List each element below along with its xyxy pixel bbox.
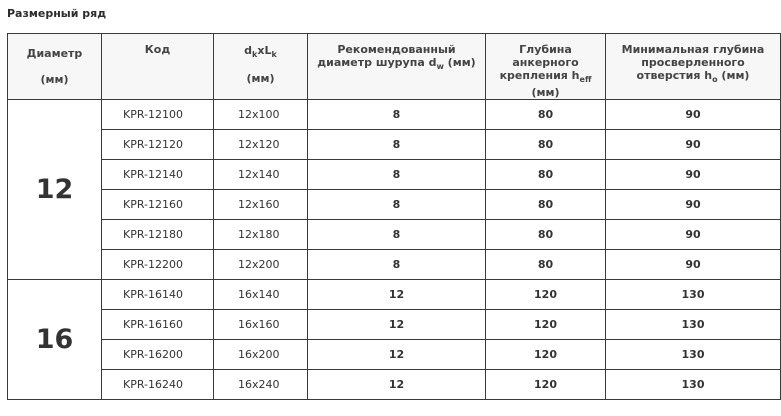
diameter-group-cell: 16 (8, 280, 102, 400)
screw-diameter-cell: 8 (308, 220, 486, 250)
anchor-depth-cell: 80 (486, 130, 606, 160)
table-header-row (8, 34, 781, 100)
anchor-depth-cell: 80 (486, 190, 606, 220)
table-row (8, 220, 781, 250)
product-code-cell: KPR-16140 (102, 280, 214, 310)
anchor-depth-cell: 80 (486, 100, 606, 130)
anchor-depth-cell: 80 (486, 220, 606, 250)
dimension-cell: 16x140 (214, 280, 308, 310)
min-hole-depth-cell: 90 (606, 130, 781, 160)
min-hole-depth-cell: 130 (606, 370, 781, 400)
header-min-hole-depth: Минимальная глубина просверленного отверстия $h_o$ (мм) (606, 34, 781, 100)
product-code-cell: KPR-12160 (102, 190, 214, 220)
min-hole-depth-cell: 130 (606, 340, 781, 370)
dimension-cell: 12x100 (214, 100, 308, 130)
product-code-cell: KPR-12200 (102, 250, 214, 280)
product-code-cell: KPR-12140 (102, 160, 214, 190)
dimension-cell: 12x180 (214, 220, 308, 250)
header-diameter (8, 34, 102, 100)
header-diameter-unit: (мм) (40, 73, 69, 86)
dimension-cell: 12x200 (214, 250, 308, 280)
product-code-cell: KPR-12120 (102, 130, 214, 160)
dimension-cell: 12x120 (214, 130, 308, 160)
dimension-cell: 16x160 (214, 310, 308, 340)
anchor-depth-cell: 80 (486, 250, 606, 280)
dimension-cell: 16x200 (214, 340, 308, 370)
anchor-depth-cell: 120 (486, 310, 606, 340)
product-code-cell: KPR-12180 (102, 220, 214, 250)
size-range-table (7, 33, 781, 400)
product-code-cell: KPR-16160 (102, 310, 214, 340)
header-dk-unit: (мм) (246, 72, 275, 85)
table-row (8, 100, 781, 130)
screw-diameter-cell: 12 (308, 310, 486, 340)
table-row (8, 130, 781, 160)
header-dk-lk: $d_kxL_k$ (мм) (214, 34, 308, 100)
table-row (8, 340, 781, 370)
anchor-depth-cell: 120 (486, 340, 606, 370)
min-hole-depth-cell: 90 (606, 160, 781, 190)
header-screw-diameter: Рекомендованный диаметр шурупа $d_w$ (мм) (308, 34, 486, 100)
product-code-cell: KPR-16200 (102, 340, 214, 370)
diameter-group-cell: 12 (8, 100, 102, 280)
dimension-cell: 16x240 (214, 370, 308, 400)
screw-diameter-cell: 8 (308, 130, 486, 160)
screw-diameter-cell: 8 (308, 250, 486, 280)
screw-diameter-cell: 8 (308, 100, 486, 130)
screw-diameter-cell: 12 (308, 340, 486, 370)
dimension-cell: 12x140 (214, 160, 308, 190)
anchor-depth-cell: 120 (486, 280, 606, 310)
table-row (8, 190, 781, 220)
min-hole-depth-cell: 90 (606, 250, 781, 280)
anchor-depth-cell: 120 (486, 370, 606, 400)
product-code-cell: KPR-16240 (102, 370, 214, 400)
anchor-depth-cell: 80 (486, 160, 606, 190)
min-hole-depth-cell: 130 (606, 280, 781, 310)
screw-diameter-cell: 12 (308, 280, 486, 310)
dimension-cell: 12x160 (214, 190, 308, 220)
table-row (8, 160, 781, 190)
min-hole-depth-cell: 90 (606, 100, 781, 130)
table-row (8, 310, 781, 340)
table-body (8, 100, 781, 400)
header-diameter-label: Диаметр (26, 47, 83, 60)
screw-diameter-cell: 8 (308, 190, 486, 220)
screw-diameter-cell: 12 (308, 370, 486, 400)
table-row (8, 370, 781, 400)
min-hole-depth-cell: 130 (606, 310, 781, 340)
table-row (8, 280, 781, 310)
min-hole-depth-cell: 90 (606, 190, 781, 220)
table-row (8, 250, 781, 280)
section-title: Размерный ряд (7, 7, 107, 20)
product-code-cell: KPR-12100 (102, 100, 214, 130)
screw-diameter-cell: 8 (308, 160, 486, 190)
header-code: Код (102, 34, 214, 100)
min-hole-depth-cell: 90 (606, 220, 781, 250)
header-anchor-depth: Глубина анкерного крепления $h_{eff}$ (мм) (486, 34, 606, 100)
